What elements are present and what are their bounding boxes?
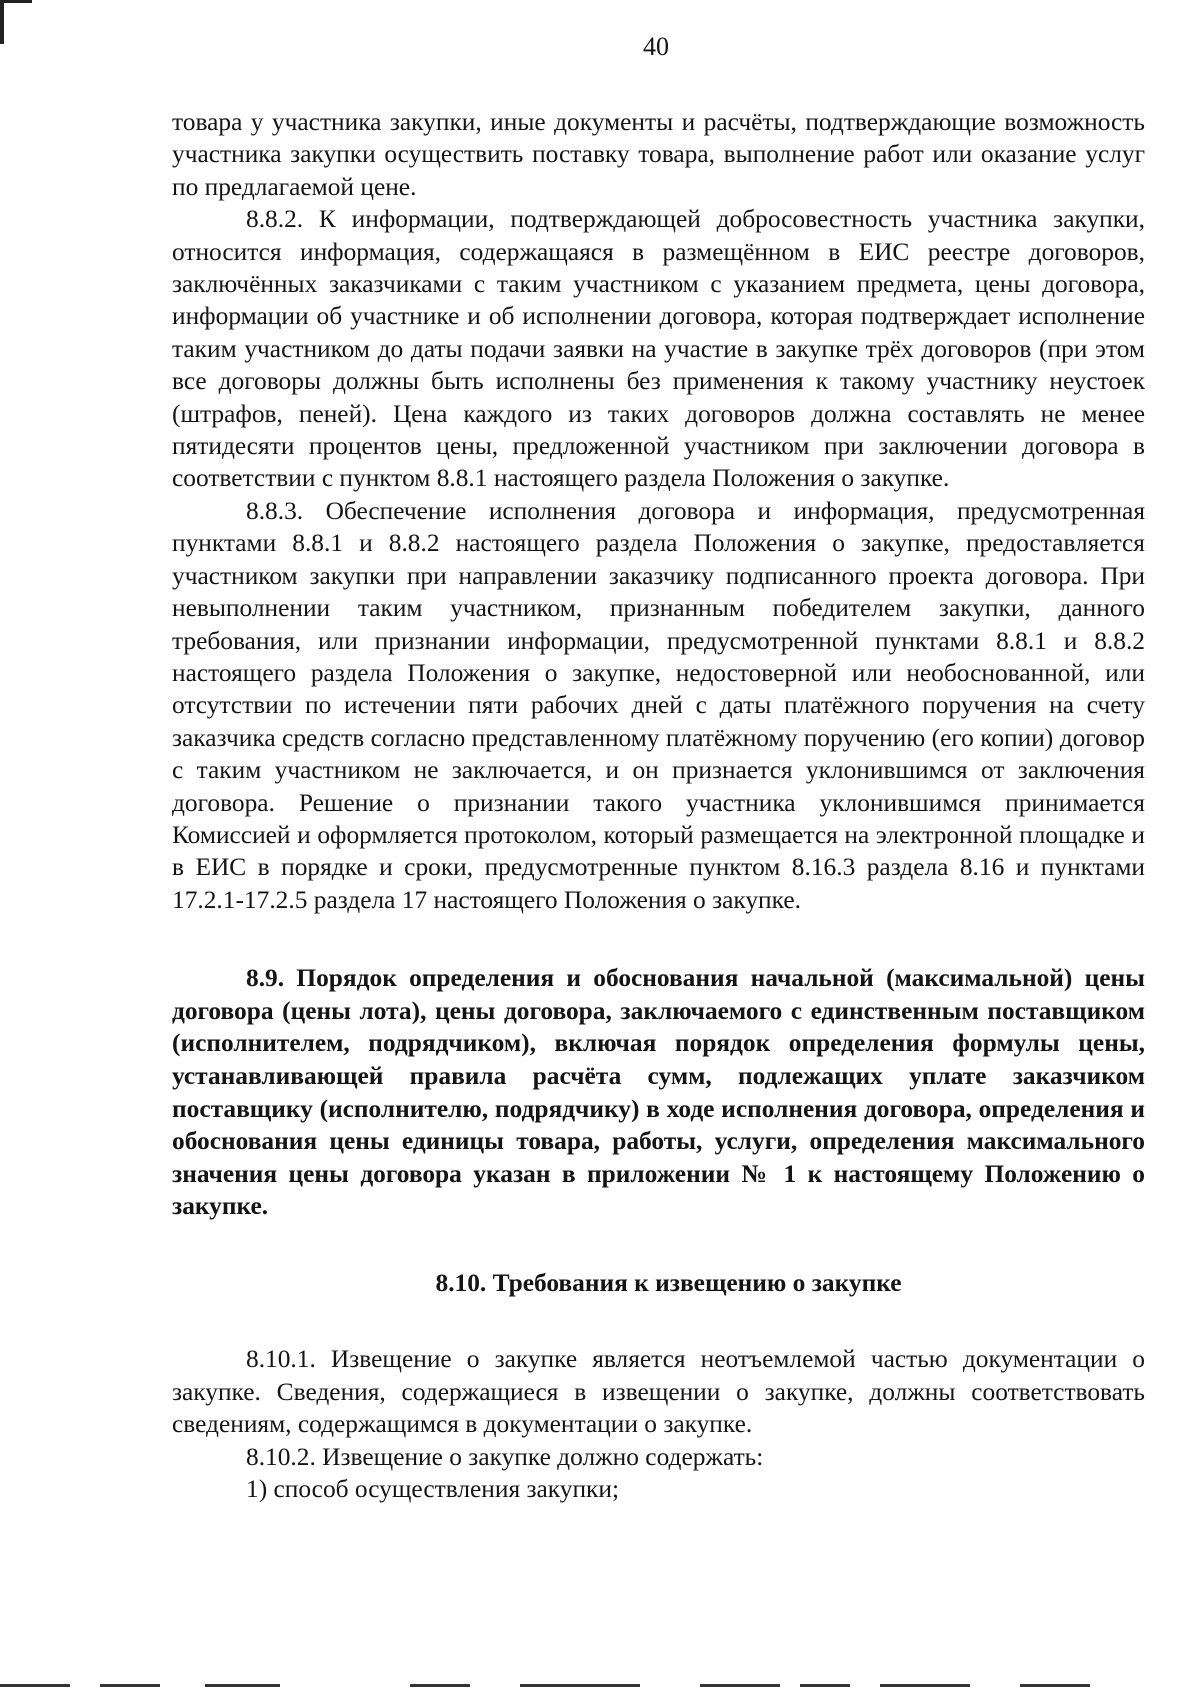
section-8-10-heading: 8.10. Требования к извещению о закупке (435, 1268, 902, 1297)
paragraph-8-8-2: 8.8.2. К информации, подтверждающей добросовестность участника закупки, относится информация, содержащаяся в размещённом в ЕИС реестре договоров, заключённых заказчиками с таким участником с указанием предмета, цены договора, информации об участнике и об исполнении договора, которая подтверждает исполнение таким участником до даты подачи заявки на участие в закупке трёх договоров (при этом все договоры должны быть исполнены без применения к такому участнику неустоек (штрафов, пеней). Цена каждого из таких договоров должна составлять не менее пятидесяти процентов цены, предложенной участником при заключении договора в соответствии с пунктом 8.8.1 настоящего раздела Положения о закупке. (172, 205, 1145, 493)
paragraph-continuation: товара у участника закупки, иные документы и расчёты, подтверждающие возможность участника закупки осуществить поставку товара, выполнение работ или оказание услуг по предлагаемой цене. (172, 108, 1145, 201)
page-number: 40 (643, 32, 669, 61)
scan-bottom-marks (0, 1676, 1200, 1696)
section-8-9-heading: 8.9. Порядок определения и обоснования начальной (максимальной) цены договора (цены лота), цены договора, заключаемого с единственным поставщиком (исполнителем, подрядчиком), включая порядок определения формулы цены, устанавливающей правила расчёта сумм, подлежащих уплате заказчиком поставщику (исполнителю, подрядчику) в ходе исполнения договора, определения и обоснования цены единицы товара, работы, услуги, определения максимального значения цены договора указан в приложении № 1 к настоящему Положению о закупке. (172, 964, 1145, 1221)
scan-edge-mark (0, 0, 4, 44)
document-body (172, 106, 1145, 1505)
scan-edge-mark-top (0, 0, 32, 3)
paragraph-8-10-1: 8.10.1. Извещение о закупке является неотъемлемой частью документации о закупке. Сведения, содержащиеся в извещении о закупке, должны соответствовать сведениям, содержащимся в документации о закупке. (172, 1345, 1145, 1439)
list-item-1: 1) способ осуществления закупки; (246, 1474, 620, 1503)
paragraph-8-8-3: 8.8.3. Обеспечение исполнения договора и информация, предусмотренная пунктами 8.8.1 и 8.8.2 настоящего раздела Положения о закупке, предоставляется участником закупки при направлении заказчику подписанного проекта договора. При невыполнении таким участником, признанным победителем закупки, данного требования, или признании информации, предусмотренной пунктами 8.8.1 и 8.8.2 настоящего раздела Положения о закупке, недостоверной или необоснованной, или отсутствии по истечении пяти рабочих дней с даты платёжного поручения на счету заказчика средств согласно представленному платёжному поручению (его копии) договор с таким участником не заключается, и он признается уклонившимся от заключения договора. Решение о признании такого участника уклонившимся принимается Комиссией и оформляется протоколом, который размещается на электронной площадке и в ЕИС в порядке и сроки, предусмотренные пунктом 8.16.3 раздела 8.16 и пунктами 17.2.1-17.2.5 раздела 17 настоящего Положения о закупке. (172, 496, 1145, 914)
paragraph-8-10-2: 8.10.2. Извещение о закупке должно содержать: (246, 1442, 764, 1471)
